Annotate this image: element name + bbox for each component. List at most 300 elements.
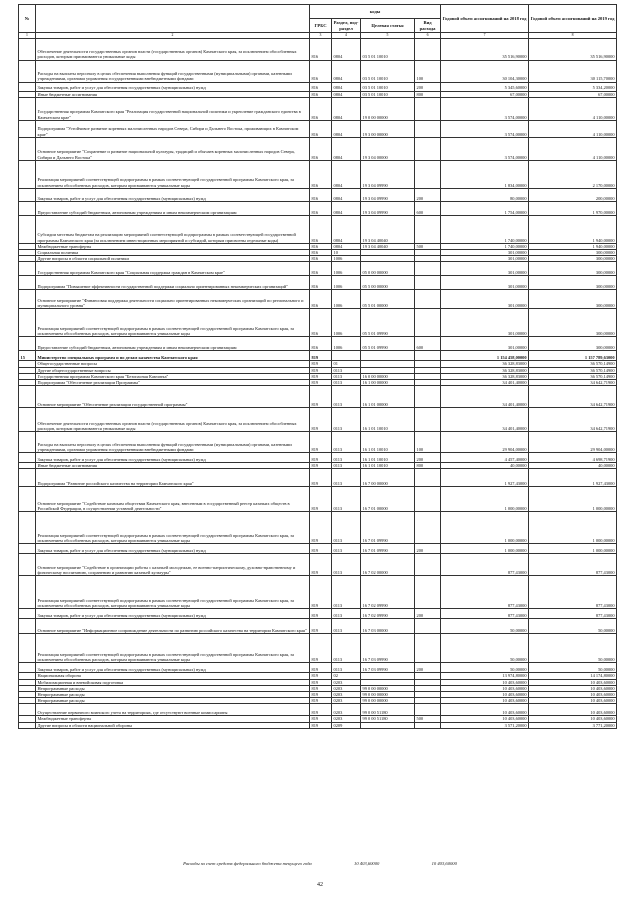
row-exp-type: 800 — [415, 91, 441, 97]
row-value-2018: 1 834,00000 — [441, 160, 529, 188]
row-value-2019: 4 110,00000 — [529, 120, 617, 137]
row-section: 0804 — [332, 160, 361, 188]
row-value-2019: 10 403,60000 — [529, 685, 617, 691]
row-section: 0113 — [332, 487, 361, 512]
table-row — [19, 704, 617, 716]
row-article: 19 3 04 09990 — [361, 188, 415, 201]
table-row — [19, 290, 617, 309]
row-value-2018: 1 754,00000 — [441, 201, 529, 215]
row-value-2018: 1 927,43000 — [441, 469, 529, 487]
row-section: 0113 — [332, 663, 361, 673]
row-value-2018: 1 740,00000 — [441, 215, 529, 243]
row-value-2019: 50,00000 — [529, 663, 617, 673]
row-name: Подпрограмма "Развитие российского казачества на территории Камчатского края" — [36, 469, 310, 487]
row-exp-type: 200 — [415, 609, 441, 619]
row-section: 1006 — [332, 256, 361, 262]
row-name: Другие вопросы в области национальной обороны — [36, 722, 310, 728]
table-row — [19, 432, 617, 453]
table-row — [19, 188, 617, 201]
row-value-2019: 300,00000 — [529, 290, 617, 309]
row-exp-type — [415, 512, 441, 544]
row-value-2018: 34 401,40000 — [441, 408, 529, 432]
row-exp-type — [415, 137, 441, 160]
row-section: 0113 — [332, 554, 361, 576]
header-num: № — [19, 5, 36, 33]
row-name: Расходы на выплаты персоналу в целях обеспечения выполнения функций государственными (муниципальными) органами, казенными учреждениями, органами управления государственными внебюджетными фондами — [36, 60, 310, 82]
row-value-2018: 50,00000 — [441, 634, 529, 663]
row-section: 0804 — [332, 215, 361, 243]
row-section: 0203 — [332, 704, 361, 716]
row-grbs: 819 — [310, 663, 332, 673]
row-num — [19, 576, 36, 609]
row-value-2019: 3 771,20000 — [529, 722, 617, 728]
row-section: 0209 — [332, 722, 361, 728]
row-grbs: 816 — [310, 276, 332, 290]
row-article: 19 3 04 40040 — [361, 243, 415, 249]
row-exp-type — [415, 469, 441, 487]
row-article: 19 3 00 00000 — [361, 120, 415, 137]
row-value-2018: 13 974,80000 — [441, 673, 529, 679]
row-num — [19, 337, 36, 351]
row-exp-type — [415, 290, 441, 309]
row-name: Государственная программа Камчатского края "Реализация государственной национальной политики и укрепление гражданского единства в Камчатском крае" — [36, 97, 310, 120]
row-name: Закупка товаров, работ и услуг для обеспечения государственных (муниципальных) нужд — [36, 544, 310, 554]
row-grbs: 819 — [310, 351, 332, 361]
row-article — [361, 722, 415, 728]
row-grbs: 816 — [310, 309, 332, 337]
row-grbs: 819 — [310, 716, 332, 722]
row-value-2019: 4 110,00000 — [529, 137, 617, 160]
row-value-2019: 30 115,70000 — [529, 60, 617, 82]
row-num: 15 — [19, 351, 36, 361]
row-value-2018: 50,00000 — [441, 619, 529, 634]
row-value-2018: 1 000,00000 — [441, 544, 529, 554]
row-value-2018: 36 328,83000 — [441, 361, 529, 367]
row-name: Основное мероприятие "Обеспечение реализации государственной программы" — [36, 386, 310, 408]
row-article: 99 0 00 51180 — [361, 704, 415, 716]
row-num — [19, 544, 36, 554]
table-row — [19, 408, 617, 432]
row-section: 1006 — [332, 290, 361, 309]
row-value-2019: 34 642,71900 — [529, 380, 617, 386]
row-grbs: 819 — [310, 487, 332, 512]
row-section: 0804 — [332, 201, 361, 215]
row-article — [361, 351, 415, 361]
row-value-2018: 34 401,40000 — [441, 386, 529, 408]
row-article: 19 0 00 00000 — [361, 97, 415, 120]
row-article: 16 1 01 10010 — [361, 408, 415, 432]
row-section: 02 — [332, 673, 361, 679]
table-row — [19, 120, 617, 137]
row-value-2018: 301,00000 — [441, 290, 529, 309]
row-exp-type — [415, 722, 441, 728]
row-value-2019: 67,00000 — [529, 91, 617, 97]
colnum: 8 — [529, 33, 617, 39]
row-value-2018: 40,00000 — [441, 463, 529, 469]
row-grbs: 819 — [310, 679, 332, 685]
row-grbs: 819 — [310, 361, 332, 367]
row-article: 05 5 00 00000 — [361, 276, 415, 290]
row-section: 0804 — [332, 120, 361, 137]
row-value-2018: 301,00000 — [441, 309, 529, 337]
row-exp-type — [415, 634, 441, 663]
row-num — [19, 408, 36, 432]
row-article: 16 7 03 09990 — [361, 634, 415, 663]
row-num — [19, 469, 36, 487]
row-num — [19, 663, 36, 673]
row-name: Предоставление субсидий бюджетным, автономным учреждениям и иным некоммерческим организациям — [36, 337, 310, 351]
row-num — [19, 82, 36, 91]
row-grbs: 819 — [310, 373, 332, 379]
row-section: 0804 — [332, 60, 361, 82]
row-grbs: 816 — [310, 250, 332, 256]
colnum: 4 — [332, 33, 361, 39]
row-exp-type — [415, 262, 441, 276]
row-article: 99 0 00 00000 — [361, 692, 415, 698]
row-section: 0113 — [332, 408, 361, 432]
row-name: Закупка товаров, работ и услуг для обеспечения государственных (муниципальных) нужд — [36, 453, 310, 463]
row-article: 05 0 00 00000 — [361, 262, 415, 276]
table-row — [19, 487, 617, 512]
table-row — [19, 215, 617, 243]
row-grbs: 816 — [310, 201, 332, 215]
row-section: 1006 — [332, 309, 361, 337]
row-num — [19, 120, 36, 137]
row-value-2018: 301,00000 — [441, 262, 529, 276]
row-num — [19, 386, 36, 408]
row-value-2018: 10 403,60000 — [441, 716, 529, 722]
row-value-2018: 1 154 458,00000 — [441, 351, 529, 361]
row-value-2018: 80,00000 — [441, 188, 529, 201]
row-num — [19, 634, 36, 663]
row-name: Непрограммные расходы — [36, 685, 310, 691]
row-article: 19 3 04 00000 — [361, 137, 415, 160]
row-section: 0113 — [332, 609, 361, 619]
row-exp-type — [415, 309, 441, 337]
row-value-2019: 40,00000 — [529, 463, 617, 469]
row-grbs: 816 — [310, 290, 332, 309]
row-grbs: 819 — [310, 453, 332, 463]
row-value-2019: 35 516,90000 — [529, 38, 617, 60]
row-grbs: 819 — [310, 380, 332, 386]
table-row — [19, 722, 617, 728]
row-section: 0113 — [332, 469, 361, 487]
row-name: Непрограммные расходы — [36, 692, 310, 698]
row-article: 03 5 01 10010 — [361, 60, 415, 82]
row-exp-type: 200 — [415, 188, 441, 201]
row-value-2018: 301,00000 — [441, 337, 529, 351]
row-article: 05 5 01 09990 — [361, 309, 415, 337]
row-article: 19 3 04 09990 — [361, 201, 415, 215]
row-num — [19, 201, 36, 215]
footnote-text: Расходы за счет средств федерального бюджета текущего года — [183, 861, 312, 866]
row-section: 0113 — [332, 544, 361, 554]
row-grbs: 819 — [310, 469, 332, 487]
row-grbs: 816 — [310, 188, 332, 201]
row-exp-type — [415, 554, 441, 576]
row-name: Реализация мероприятий соответствующей подпрограммы в рамках соответствующей государственной программы Камчатского края, за исключением обособленных расходов, которым присваиваются уникальные коды — [36, 160, 310, 188]
row-grbs: 819 — [310, 576, 332, 609]
row-value-2018: 10 403,60000 — [441, 679, 529, 685]
row-section: 0113 — [332, 619, 361, 634]
row-section: 0113 — [332, 634, 361, 663]
row-article: 16 0 00 00000 — [361, 373, 415, 379]
row-name: Обеспечение деятельности государственных органов власти (государственных органов) Камчатского края, за исключением обособленных расходов, которым присваиваются уникальные коды — [36, 38, 310, 60]
row-value-2018: 301,00000 — [441, 256, 529, 262]
row-value-2019: 1 927,43000 — [529, 469, 617, 487]
row-value-2019: 29 904,00000 — [529, 432, 617, 453]
row-value-2018: 67,00000 — [441, 91, 529, 97]
row-value-2019: 1 940,00000 — [529, 243, 617, 249]
row-value-2019: 1 970,00000 — [529, 201, 617, 215]
table-row — [19, 367, 617, 373]
colnum: 6 — [415, 33, 441, 39]
row-grbs: 819 — [310, 685, 332, 691]
table-row — [19, 544, 617, 554]
row-value-2018: 5 345,60000 — [441, 82, 529, 91]
row-grbs: 819 — [310, 673, 332, 679]
row-exp-type: 500 — [415, 243, 441, 249]
table-row — [19, 634, 617, 663]
row-value-2018: 36 328,83000 — [441, 373, 529, 379]
header-name — [36, 5, 310, 33]
row-value-2019: 300,00000 — [529, 250, 617, 256]
row-article: 16 7 02 09990 — [361, 609, 415, 619]
row-section: 01 — [332, 361, 361, 367]
colnum: 3 — [310, 33, 332, 39]
row-value-2018: 301,00000 — [441, 276, 529, 290]
row-num — [19, 722, 36, 728]
row-num — [19, 554, 36, 576]
row-name: Межбюджетные трансферты — [36, 716, 310, 722]
row-value-2018: 30 104,30000 — [441, 60, 529, 82]
row-num — [19, 276, 36, 290]
table-row — [19, 351, 617, 361]
row-num — [19, 97, 36, 120]
row-value-2019: 1 000,00000 — [529, 512, 617, 544]
header-codes: коды — [310, 5, 441, 19]
header-grbs: ГРБС — [310, 19, 332, 33]
row-article: 16 1 00 00000 — [361, 380, 415, 386]
table-row — [19, 97, 617, 120]
row-name: Непрограммные расходы — [36, 698, 310, 704]
row-section: 0113 — [332, 463, 361, 469]
row-value-2019: 200,00000 — [529, 188, 617, 201]
row-grbs: 819 — [310, 512, 332, 544]
row-article: 03 5 01 10010 — [361, 82, 415, 91]
table-row — [19, 82, 617, 91]
row-exp-type: 200 — [415, 82, 441, 91]
header-article: Целевая статья — [361, 19, 415, 33]
row-value-2019: 4 110,00000 — [529, 97, 617, 120]
row-name: Основное мероприятие "Информационное сопровождение деятельности по развитию российского казачества на территории Камчатского края" — [36, 619, 310, 634]
row-value-2019: 1 940,00000 — [529, 215, 617, 243]
row-grbs: 819 — [310, 386, 332, 408]
row-exp-type: 100 — [415, 60, 441, 82]
row-value-2019: 2 170,00000 — [529, 160, 617, 188]
row-name: Подпрограмма "Устойчивое развитие коренных малочисленных народов Севера, Сибири и Дальнего Востока, проживающих в Камчатском крае" — [36, 120, 310, 137]
row-name: Закупка товаров, работ и услуг для обеспечения государственных (муниципальных) нужд — [36, 188, 310, 201]
table-row — [19, 262, 617, 276]
row-grbs: 819 — [310, 722, 332, 728]
row-num — [19, 704, 36, 716]
table-row — [19, 469, 617, 487]
row-article: 16 7 01 09990 — [361, 544, 415, 554]
row-exp-type: 500 — [415, 716, 441, 722]
row-section: 0113 — [332, 367, 361, 373]
row-grbs: 819 — [310, 544, 332, 554]
row-exp-type — [415, 97, 441, 120]
row-name: Реализация мероприятий соответствующей подпрограммы в рамках соответствующей государственной программы Камчатского края, за исключением обособленных расходов, которым присваиваются уникальные коды — [36, 309, 310, 337]
row-article: 16 7 02 00000 — [361, 554, 415, 576]
row-exp-type: 200 — [415, 453, 441, 463]
header-section: Раздел, под-раздел — [332, 19, 361, 33]
row-value-2019: 300,00000 — [529, 309, 617, 337]
row-value-2018: 3 574,00000 — [441, 137, 529, 160]
row-section: 0203 — [332, 698, 361, 704]
header-exp-type: Вид расхода — [415, 19, 441, 33]
row-name: Закупка товаров, работ и услуг для обеспечения государственных (муниципальных) нужд — [36, 609, 310, 619]
row-section: 0804 — [332, 188, 361, 201]
row-num — [19, 38, 36, 60]
row-value-2019: 10 403,60000 — [529, 698, 617, 704]
row-exp-type: 100 — [415, 432, 441, 453]
row-value-2019: 10 403,60000 — [529, 692, 617, 698]
row-exp-type — [415, 351, 441, 361]
row-exp-type — [415, 215, 441, 243]
row-value-2019: 14 174,80000 — [529, 673, 617, 679]
row-value-2019: 300,00000 — [529, 337, 617, 351]
colnum: 7 — [441, 33, 529, 39]
row-grbs: 819 — [310, 698, 332, 704]
row-exp-type — [415, 160, 441, 188]
row-value-2019: 50,00000 — [529, 634, 617, 663]
row-exp-type — [415, 276, 441, 290]
table-row — [19, 386, 617, 408]
row-grbs: 819 — [310, 692, 332, 698]
row-article: 16 1 01 00000 — [361, 386, 415, 408]
row-name: Иные бюджетные ассигнования — [36, 91, 310, 97]
row-article: 99 0 00 51180 — [361, 716, 415, 722]
table-row — [19, 380, 617, 386]
row-section: 0804 — [332, 38, 361, 60]
row-name: Мобилизационная и вневойсковая подготовка — [36, 679, 310, 685]
header-row-1 — [19, 5, 617, 19]
row-grbs: 819 — [310, 432, 332, 453]
row-value-2018: 877,43000 — [441, 609, 529, 619]
row-article: 03 5 01 10010 — [361, 38, 415, 60]
row-name: Другие вопросы в области социальной политики — [36, 256, 310, 262]
row-article: 16 7 01 09990 — [361, 512, 415, 544]
row-value-2018: 1 000,00000 — [441, 512, 529, 544]
row-article: 16 7 01 00000 — [361, 487, 415, 512]
table-row — [19, 276, 617, 290]
row-exp-type — [415, 576, 441, 609]
row-value-2018: 36 328,83000 — [441, 367, 529, 373]
row-value-2019: 36 570,14900 — [529, 373, 617, 379]
table-row — [19, 256, 617, 262]
row-section: 0203 — [332, 716, 361, 722]
row-grbs: 819 — [310, 704, 332, 716]
row-exp-type: 200 — [415, 544, 441, 554]
row-article: 16 1 01 10010 — [361, 432, 415, 453]
table-row — [19, 38, 617, 60]
row-name: Подпрограмма "Повышение эффективности государственной поддержки социально ориентированных некоммерческих организаций" — [36, 276, 310, 290]
table-row — [19, 137, 617, 160]
row-value-2019: 34 642,71900 — [529, 386, 617, 408]
row-value-2019: 36 570,14900 — [529, 367, 617, 373]
table-row — [19, 160, 617, 188]
table-row — [19, 554, 617, 576]
row-value-2018: 1 000,00000 — [441, 487, 529, 512]
row-name: Общегосударственные вопросы — [36, 361, 310, 367]
row-exp-type — [415, 120, 441, 137]
row-name: Обеспечение деятельности государственных органов власти (государственных органов) Камчатского края, за исключением обособленных расходов, которым присваиваются уникальные коды — [36, 408, 310, 432]
colnum: 2 — [36, 33, 310, 39]
row-exp-type — [415, 704, 441, 716]
row-grbs: 819 — [310, 609, 332, 619]
row-article: 05 5 01 00000 — [361, 290, 415, 309]
row-value-2019: 5 334,20000 — [529, 82, 617, 91]
row-value-2018: 877,43000 — [441, 576, 529, 609]
row-value-2018: 10 403,60000 — [441, 692, 529, 698]
footnote-value-2018: 10 403,60000 — [354, 861, 380, 866]
row-exp-type — [415, 38, 441, 60]
row-value-2019: 877,43000 — [529, 609, 617, 619]
row-grbs: 816 — [310, 120, 332, 137]
row-name: Предоставление субсидий бюджетным, автономным учреждениям и иным некоммерческим организациям — [36, 201, 310, 215]
table-body — [19, 38, 617, 728]
row-name: Межбюджетные трансферты — [36, 243, 310, 249]
row-grbs: 819 — [310, 619, 332, 634]
row-value-2019: 50,00000 — [529, 619, 617, 634]
row-num — [19, 619, 36, 634]
row-section: 1006 — [332, 276, 361, 290]
row-article: 16 7 00 00000 — [361, 469, 415, 487]
row-grbs: 816 — [310, 97, 332, 120]
row-grbs: 816 — [310, 256, 332, 262]
row-article: 99 0 00 00000 — [361, 685, 415, 691]
row-grbs: 816 — [310, 91, 332, 97]
row-article: 16 7 03 09990 — [361, 663, 415, 673]
row-grbs: 816 — [310, 137, 332, 160]
table-row — [19, 663, 617, 673]
row-name: Иные бюджетные ассигнования — [36, 463, 310, 469]
row-article: 19 3 04 40040 — [361, 215, 415, 243]
row-value-2018: 4 457,40000 — [441, 453, 529, 463]
row-value-2019: 10 403,60000 — [529, 679, 617, 685]
row-name: Основное мероприятие "Сохранение и развитие национальной культуры, традиций и обычаев коренных малочисленных народов Севера, Сибири и Дальнего Востока" — [36, 137, 310, 160]
row-article: 19 3 04 09990 — [361, 160, 415, 188]
row-value-2019: 300,00000 — [529, 256, 617, 262]
row-value-2018: 29 904,00000 — [441, 432, 529, 453]
row-value-2018: 3 574,00000 — [441, 97, 529, 120]
row-grbs: 819 — [310, 554, 332, 576]
header-vol-2019: Годовой объем ассигнований на 2019 год — [529, 5, 617, 33]
row-exp-type — [415, 408, 441, 432]
footnote-value-2019: 10 403,60000 — [431, 861, 457, 866]
row-article: 16 7 03 00000 — [361, 619, 415, 634]
row-name: Основное мероприятие "Финансовая поддержка деятельности социально ориентированных некоммерческих организаций по регионального и муниципального уровня" — [36, 290, 310, 309]
row-exp-type — [415, 619, 441, 634]
table-row — [19, 201, 617, 215]
header-vol-2018: Годовой объем ассигнований на 2018 год — [441, 5, 529, 33]
row-num — [19, 432, 36, 453]
row-value-2019: 34 642,71900 — [529, 408, 617, 432]
row-name: Основное мероприятие "Содействие казачьим обществам Камчатского края, внесенным в государственный реестр казачьих обществ в Российской Федерации, в осуществлении уставной деятельности" — [36, 487, 310, 512]
row-section: 0113 — [332, 373, 361, 379]
row-article: 05 5 01 09990 — [361, 337, 415, 351]
